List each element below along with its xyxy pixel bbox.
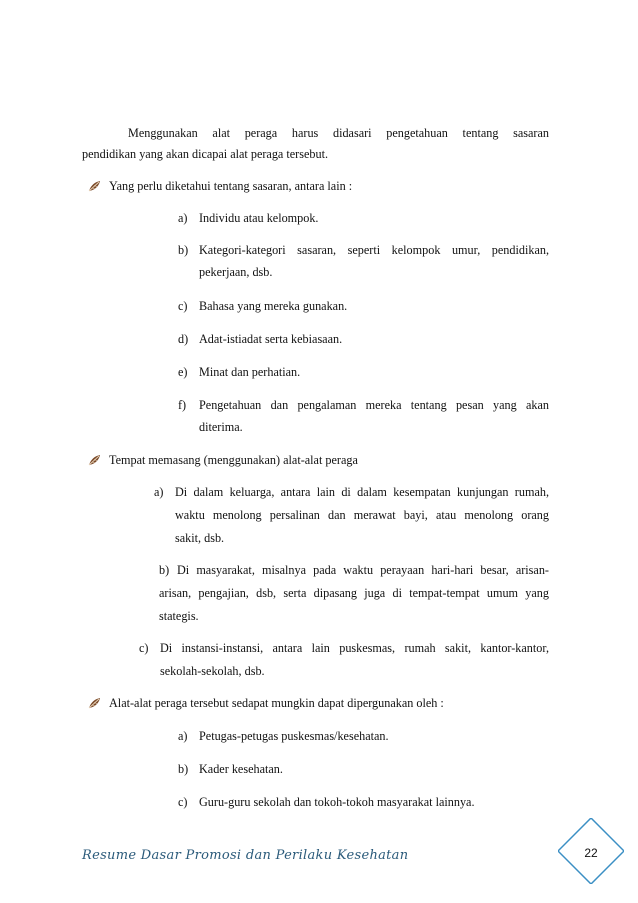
list-marker: b) xyxy=(159,563,170,577)
list-item: Adat-istiadat serta kebiasaan. xyxy=(199,332,343,346)
leaf-bullet-icon xyxy=(88,697,101,709)
footer-document-title: Resume Dasar Promosi dan Perilaku Kesehatan xyxy=(82,848,409,863)
list-item-continued: waktu menolong persalinan dan merawat bayi, atau menolong orang xyxy=(175,508,549,522)
list-item-continued: sekolah-sekolah, dsb. xyxy=(160,664,265,678)
section-heading-sasaran: Yang perlu diketahui tentang sasaran, antara lain : xyxy=(109,179,353,193)
paragraph-line-2: pendidikan yang akan dicapai alat peraga tersebut. xyxy=(82,147,329,161)
list-item: Di dalam keluarga, antara lain di dalam kesempatan kunjungan rumah, xyxy=(175,485,549,499)
list-item-continued: arisan, pengajian, dsb, serta dipasang juga di tempat-tempat umum yang xyxy=(159,586,549,600)
list-item: Di masyarakat, misalnya pada waktu perayaan hari-hari besar, arisan- xyxy=(177,563,549,577)
section-heading-pengguna: Alat-alat peraga tersebut sedapat mungkin dapat dipergunakan oleh : xyxy=(109,696,444,710)
list-marker: c) xyxy=(178,795,188,809)
list-item: Petugas-petugas puskesmas/kesehatan. xyxy=(199,729,389,743)
page-number: 22 xyxy=(584,846,598,860)
list-item-continued: stategis. xyxy=(159,609,199,623)
list-marker: a) xyxy=(178,211,188,225)
section-heading-tempat: Tempat memasang (menggunakan) alat-alat peraga xyxy=(109,453,358,467)
list-item: Kategori-kategori sasaran, seperti kelompok umur, pendidikan, xyxy=(199,243,549,257)
list-marker: b) xyxy=(178,243,189,257)
leaf-bullet-icon xyxy=(88,454,101,466)
paragraph-line-1: Menggunakan alat peraga harus didasari pengetahuan tentang sasaran xyxy=(128,126,549,140)
list-item: Individu atau kelompok. xyxy=(199,211,319,225)
list-item: Guru-guru sekolah dan tokoh-tokoh masyarakat lainnya. xyxy=(199,795,475,809)
list-item-continued: sakit, dsb. xyxy=(175,531,225,545)
list-item: Bahasa yang mereka gunakan. xyxy=(199,299,348,313)
list-marker: b) xyxy=(178,762,189,776)
list-item: Pengetahuan dan pengalaman mereka tentang pesan yang akan xyxy=(199,398,549,412)
list-marker: e) xyxy=(178,365,188,379)
list-marker: c) xyxy=(139,641,149,655)
list-item: Minat dan perhatian. xyxy=(199,365,301,379)
list-marker: c) xyxy=(178,299,188,313)
list-item: Di instansi-instansi, antara lain puskesmas, rumah sakit, kantor-kantor, xyxy=(160,641,549,655)
leaf-bullet-icon xyxy=(88,180,101,192)
list-marker: a) xyxy=(154,485,164,499)
list-item-continued: diterima. xyxy=(199,420,243,434)
list-marker: d) xyxy=(178,332,189,346)
list-item: Kader kesehatan. xyxy=(199,762,283,776)
list-item-continued: pekerjaan, dsb. xyxy=(199,265,273,279)
list-marker: a) xyxy=(178,729,188,743)
list-marker: f) xyxy=(178,398,187,412)
